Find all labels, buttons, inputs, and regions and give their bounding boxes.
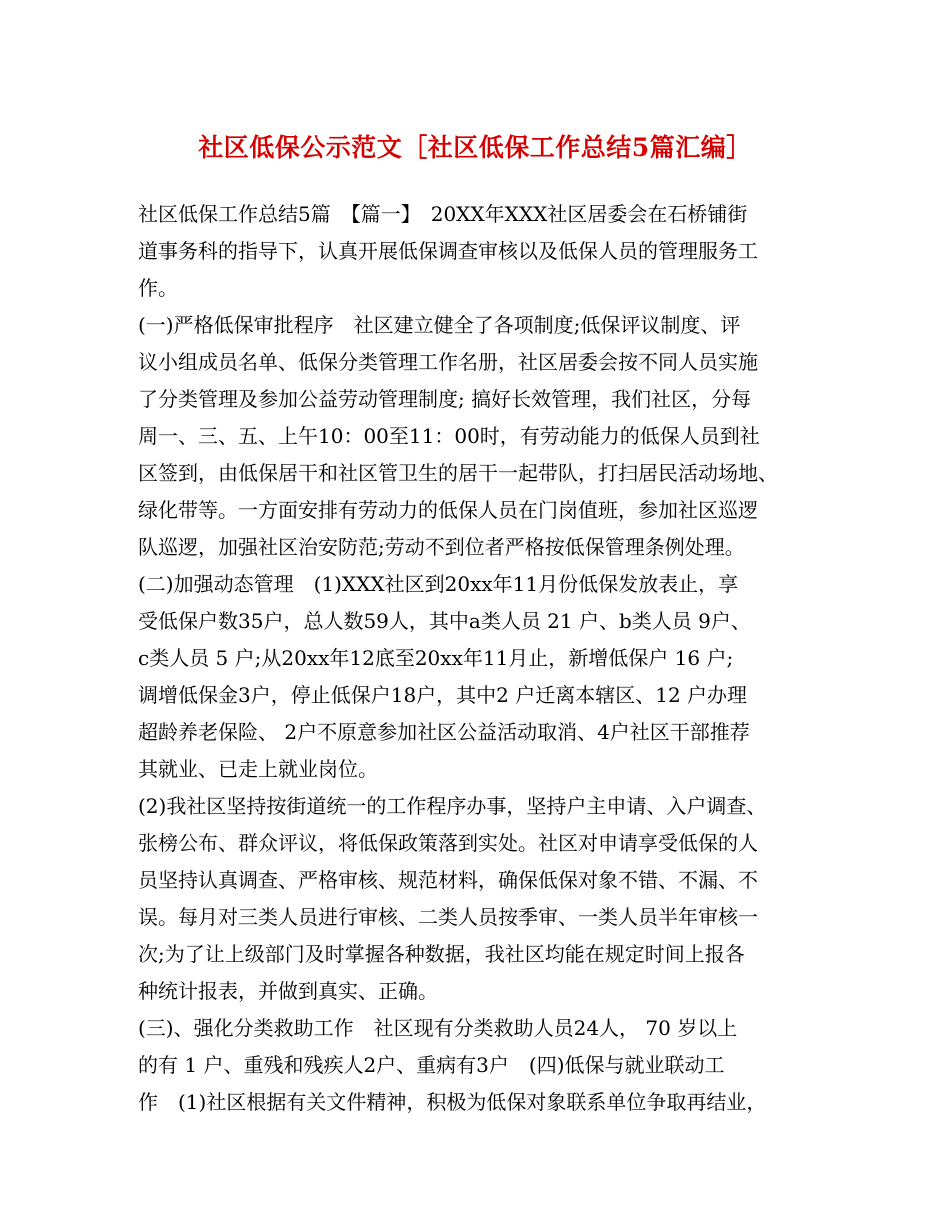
document-body xyxy=(138,196,818,1121)
body-line: 张榜公布、群众评议，将低保政策落到实处。社区对申请享受低保的人 xyxy=(138,831,758,855)
body-line: 区签到，由低保居干和社区管卫生的居干一起带队，打扫居民活动场地、 xyxy=(138,461,778,485)
body-line: 其就业、已走上就业岗位。 xyxy=(138,757,378,781)
body-line: 超龄养老保险、 2户不原意参加社区公益活动取消、4户社区干部推荐 xyxy=(138,720,750,744)
body-line: 社区低保工作总结5篇 【篇一】 20XX年XXX社区居委会在石桥铺街 xyxy=(138,202,748,226)
body-line: 受低保户数35户，总人数59人，其中a类人员 21 户、b类人员 9户、 xyxy=(138,609,751,633)
body-line: (二)加强动态管理 (1)XXX社区到20xx年11月份低保发放表止，享 xyxy=(138,572,739,596)
body-line: 种统计报表，并做到真实、正确。 xyxy=(138,979,438,1003)
body-line: (三)、强化分类救助工作 社区现有分类救助人员24人， 70 岁以上 xyxy=(138,1016,738,1040)
body-line: 议小组成员名单、低保分类管理工作名册，社区居委会按不同人员实施 xyxy=(138,350,758,374)
body-line: c类人员 5 户;从20xx年12底至20xx年11月止，新增低保户 16 户; xyxy=(138,646,734,670)
body-line: 了分类管理及参加公益劳动管理制度; 搞好长效管理，我们社区，分每 xyxy=(138,387,752,411)
body-line: 作 (1)社区根据有关文件精神，积极为低保对象联系单位争取再结业， xyxy=(138,1090,767,1114)
body-line: 次;为了让上级部门及时掌握各种数据，我社区均能在规定时间上报各 xyxy=(138,942,745,966)
body-line: (2)我社区坚持按街道统一的工作程序办事，坚持户主申请、入户调查、 xyxy=(138,794,767,818)
body-line: 绿化带等。一方面安排有劳动力的低保人员在门岗值班，参加社区巡逻 xyxy=(138,498,758,522)
body-line: 队巡逻，加强社区治安防范;劳动不到位者严格按低保管理条例处理。 xyxy=(138,535,745,559)
body-line: 调增低保金3户，停止低保户18户，其中2 户迁离本辖区、12 户办理 xyxy=(138,683,748,707)
body-line: 作。 xyxy=(138,276,178,300)
body-line: 周一、三、五、上午10：00至11：00时，有劳动能力的低保人员到社 xyxy=(138,424,760,448)
body-line: 误。每月对三类人员进行审核、二类人员按季审、一类人员半年审核一 xyxy=(138,905,758,929)
body-line: 道事务科的指导下，认真开展低保调查审核以及低保人员的管理服务工 xyxy=(138,239,758,263)
body-line: (一)严格低保审批程序 社区建立健全了各项制度;低保评议制度、评 xyxy=(138,313,741,337)
document-title: 社区低保公示范文［社区低保工作总结5篇汇编］ xyxy=(198,133,752,162)
body-line: 员坚持认真调查、严格审核、规范材料，确保低保对象不错、不漏、不 xyxy=(138,868,758,892)
body-line: 的有 1 户、重残和残疾人2户、重病有3户 (四)低保与就业联动工 xyxy=(138,1053,725,1077)
